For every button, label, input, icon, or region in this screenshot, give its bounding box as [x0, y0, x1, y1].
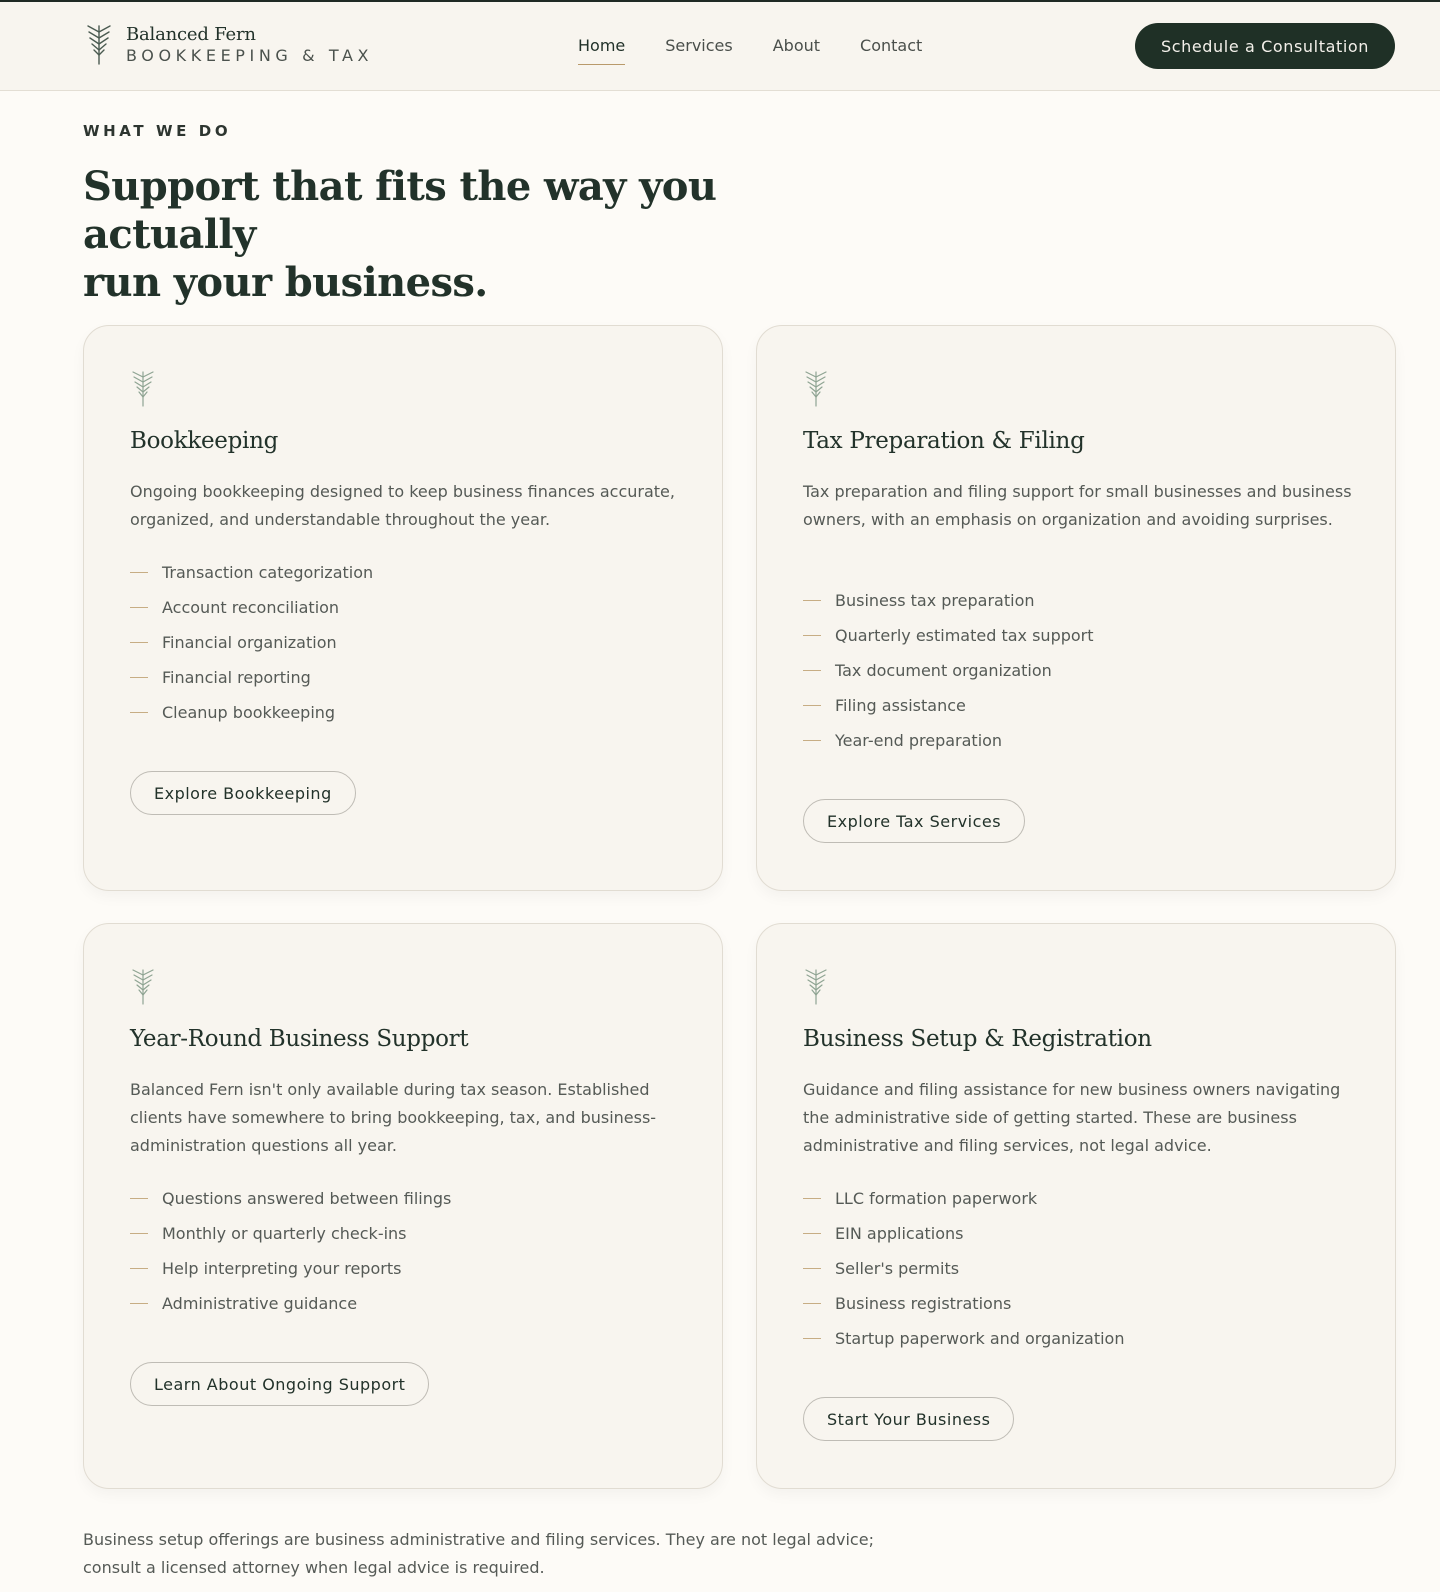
list-item: LLC formation paperwork — [803, 1188, 1124, 1223]
list-item: Help interpreting your reports — [130, 1258, 451, 1293]
legal-footnote: Business setup offerings are business administrative and filing services. They are not legal advice; consult a licensed attorney when legal advice is required. — [83, 1530, 874, 1577]
fern-icon — [803, 968, 829, 1006]
dash-icon — [130, 1303, 148, 1304]
fern-icon — [130, 968, 156, 1006]
service-card-bookkeeping — [83, 325, 723, 891]
fern-icon — [86, 24, 112, 66]
dash-icon — [130, 1233, 148, 1234]
card-description: Ongoing bookkeeping designed to keep business finances accurate, organized, and understandable throughout the year. — [130, 482, 675, 529]
dash-icon — [130, 1198, 148, 1199]
service-card-tax — [756, 325, 1396, 891]
headline-line-1: Support that fits the way you actually — [83, 163, 717, 258]
learn-ongoing-support-button[interactable]: Learn About Ongoing Support — [130, 1362, 429, 1406]
dash-icon — [803, 705, 821, 706]
feature-list — [803, 590, 1094, 765]
dash-icon — [803, 1268, 821, 1269]
section-headline — [83, 163, 843, 307]
card-title: Bookkeeping — [130, 428, 279, 454]
dash-icon — [130, 677, 148, 678]
feature-list — [130, 562, 373, 737]
card-title: Business Setup & Registration — [803, 1026, 1152, 1052]
section-eyebrow: WHAT WE DO — [83, 122, 232, 140]
card-description: Guidance and filing assistance for new business owners navigating the administrative side of getting started. These are business administrative and filing services, not legal advice. — [803, 1080, 1341, 1155]
list-item: Monthly or quarterly check-ins — [130, 1223, 451, 1258]
card-title: Year-Round Business Support — [130, 1026, 469, 1052]
site-header — [0, 2, 1440, 91]
feature-list — [803, 1188, 1124, 1363]
card-description: Balanced Fern isn't only available during tax season. Established clients have somewhere to bring bookkeeping, tax, and business-administration questions all year. — [130, 1080, 657, 1155]
card-title: Tax Preparation & Filing — [803, 428, 1085, 454]
list-item: Questions answered between filings — [130, 1188, 451, 1223]
list-item: Cleanup bookkeeping — [130, 702, 373, 737]
list-item: Year-end preparation — [803, 730, 1094, 765]
list-item: Quarterly estimated tax support — [803, 625, 1094, 660]
headline-line-2: run your business. — [83, 259, 488, 306]
list-item: Filing assistance — [803, 695, 1094, 730]
main-nav — [578, 35, 962, 57]
dash-icon — [130, 1268, 148, 1269]
service-card-business-setup — [756, 923, 1396, 1489]
list-item: EIN applications — [803, 1223, 1124, 1258]
list-item: Business tax preparation — [803, 590, 1094, 625]
dash-icon — [803, 635, 821, 636]
dash-icon — [130, 712, 148, 713]
service-card-year-round — [83, 923, 723, 1489]
dash-icon — [130, 572, 148, 573]
brand-name: Balanced Fern — [126, 24, 256, 45]
list-item: Seller's permits — [803, 1258, 1124, 1293]
list-item: Financial reporting — [130, 667, 373, 702]
list-item: Account reconciliation — [130, 597, 373, 632]
dash-icon — [803, 1303, 821, 1304]
list-item: Transaction categorization — [130, 562, 373, 597]
fern-icon — [803, 370, 829, 408]
feature-list — [130, 1188, 451, 1328]
explore-bookkeeping-button[interactable]: Explore Bookkeeping — [130, 771, 356, 815]
explore-tax-services-button[interactable]: Explore Tax Services — [803, 799, 1025, 843]
dash-icon — [803, 1233, 821, 1234]
dash-icon — [803, 600, 821, 601]
dash-icon — [803, 670, 821, 671]
list-item: Administrative guidance — [130, 1293, 451, 1328]
schedule-consultation-button[interactable]: Schedule a Consultation — [1135, 23, 1395, 69]
nav-home[interactable]: Home — [578, 36, 626, 55]
fern-icon — [130, 370, 156, 408]
nav-about[interactable]: About — [772, 36, 821, 55]
nav-services[interactable]: Services — [665, 36, 733, 55]
dash-icon — [803, 740, 821, 741]
card-description: Tax preparation and filing support for small businesses and business owners, with an emphasis on organization and avoiding surprises. — [803, 482, 1352, 529]
dash-icon — [803, 1338, 821, 1339]
brand-tagline: BOOKKEEPING & TAX — [126, 46, 374, 65]
list-item: Financial organization — [130, 632, 373, 667]
dash-icon — [803, 1198, 821, 1199]
list-item: Startup paperwork and organization — [803, 1328, 1124, 1363]
dash-icon — [130, 642, 148, 643]
dash-icon — [130, 607, 148, 608]
nav-contact[interactable]: Contact — [860, 36, 923, 55]
brand-logo[interactable] — [86, 24, 373, 66]
list-item: Business registrations — [803, 1293, 1124, 1328]
start-your-business-button[interactable]: Start Your Business — [803, 1397, 1014, 1441]
list-item: Tax document organization — [803, 660, 1094, 695]
